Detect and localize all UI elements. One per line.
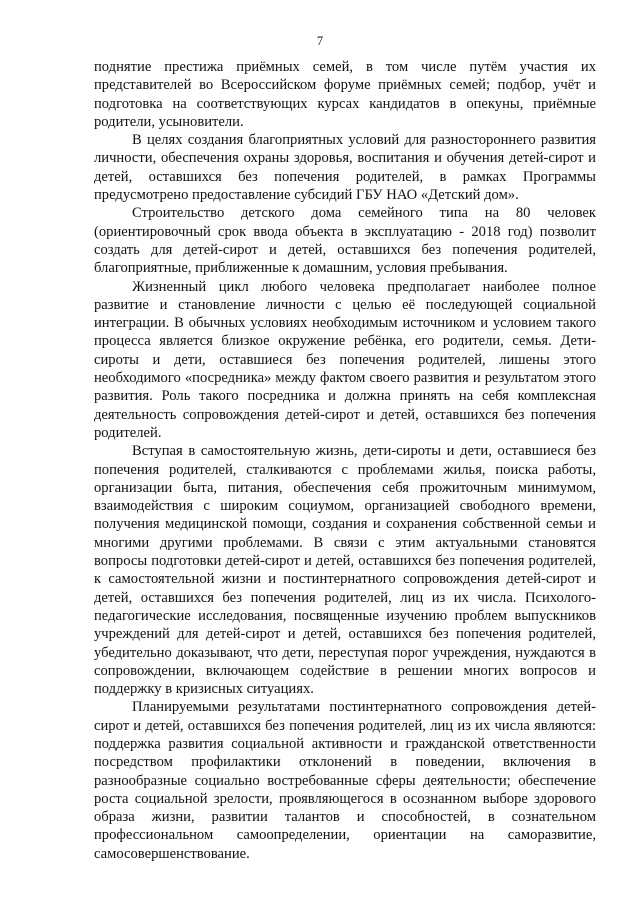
paragraph-planned-results: Планируемыми результатами постинтернатного сопровождения детей-сирот и детей, оставшихся без попечения родителей, лиц из их числа являются: поддержка развития социальной активности и гражданской ответственности посредством профилактики отклонений в поведении, включения в разнообразные социально востребованные сферы деятельности; обеспечение роста социальной зрелости, проявляющегося в осознанном выборе здорового образа жизни, развитии талантов и способностей, в сознательном профессиональном самоопределении, ориентации на саморазвитие, самосовершенствование. [94, 699, 596, 862]
paragraph-independent-life: Вступая в самостоятельную жизнь, дети-сироты и дети, оставшиеся без попечения родителей, сталкиваются с проблемами жилья, поиска работы, организации быта, питания, обеспечения себя прожиточным минимумом, взаимодействия с широким социумом, организацией свободного времени, получения медицинской помощи, создания и сохранения собственной семьи и многими другими проблемами. В связи с этим актуальными становятся вопросы подготовки детей-сирот и детей, оставшихся без попечения родителей, к самостоятельной жизни и постинтернатного сопровождения детей-сирот и детей, оставшихся без попечения родителей, лиц из их числа. Психолого-педагогические исследования, посвященные изучению проблем выпускников учреждений для детей-сирот и детей, оставшихся без попечения родителей, убедительно доказывают, что дети, переступая порог учреждения, нуждаются в сопровождении, включающем содействие в решении многих вопросов и поддержку в кризисных ситуациях. [94, 443, 596, 698]
paragraph-construction: Строительство детского дома семейного типа на 80 человек (ориентировочный срок ввода объекта в эксплуатацию - 2018 год) позволит создать для детей-сирот и детей, оставшихся без попечения родителей, благоприятные, приближенные к домашним, условия пребывания. [94, 205, 596, 277]
page-number: 7 [316, 34, 324, 48]
document-body [94, 58, 596, 863]
paragraph-continuation: поднятие престижа приёмных семей, в том числе путём участия их представителей во Всероссийском форуме приёмных семей; подбор, учёт и подготовка на соответствующих курсах кандидатов в опекуны, приёмные родители, усыновители. [94, 59, 596, 130]
paragraph-subsidies: В целях создания благоприятных условий для разностороннего развития личности, обеспечения охраны здоровья, воспитания и обучения детей-сирот и детей, оставшихся без попечения родителей, в рамках Программы предусмотрено предоставление субсидий ГБУ НАО «Детский дом». [94, 132, 596, 204]
paragraph-life-cycle: Жизненный цикл любого человека предполагает наиболее полное развитие и становление личности с целью её последующей социальной интеграции. В обычных условиях необходимым источником и условием такого процесса является близкое окружение ребёнка, его родители, семья. Дети-сироты и дети, оставшиеся без попечения родителей, лишены этого необходимого «посредника» между фактом своего развития и результатом этого развития. Роль такого посредника и должна принять на себя комплексная деятельность сопровождения детей-сирот и детей, оставшихся без попечения родителей. [94, 278, 596, 441]
